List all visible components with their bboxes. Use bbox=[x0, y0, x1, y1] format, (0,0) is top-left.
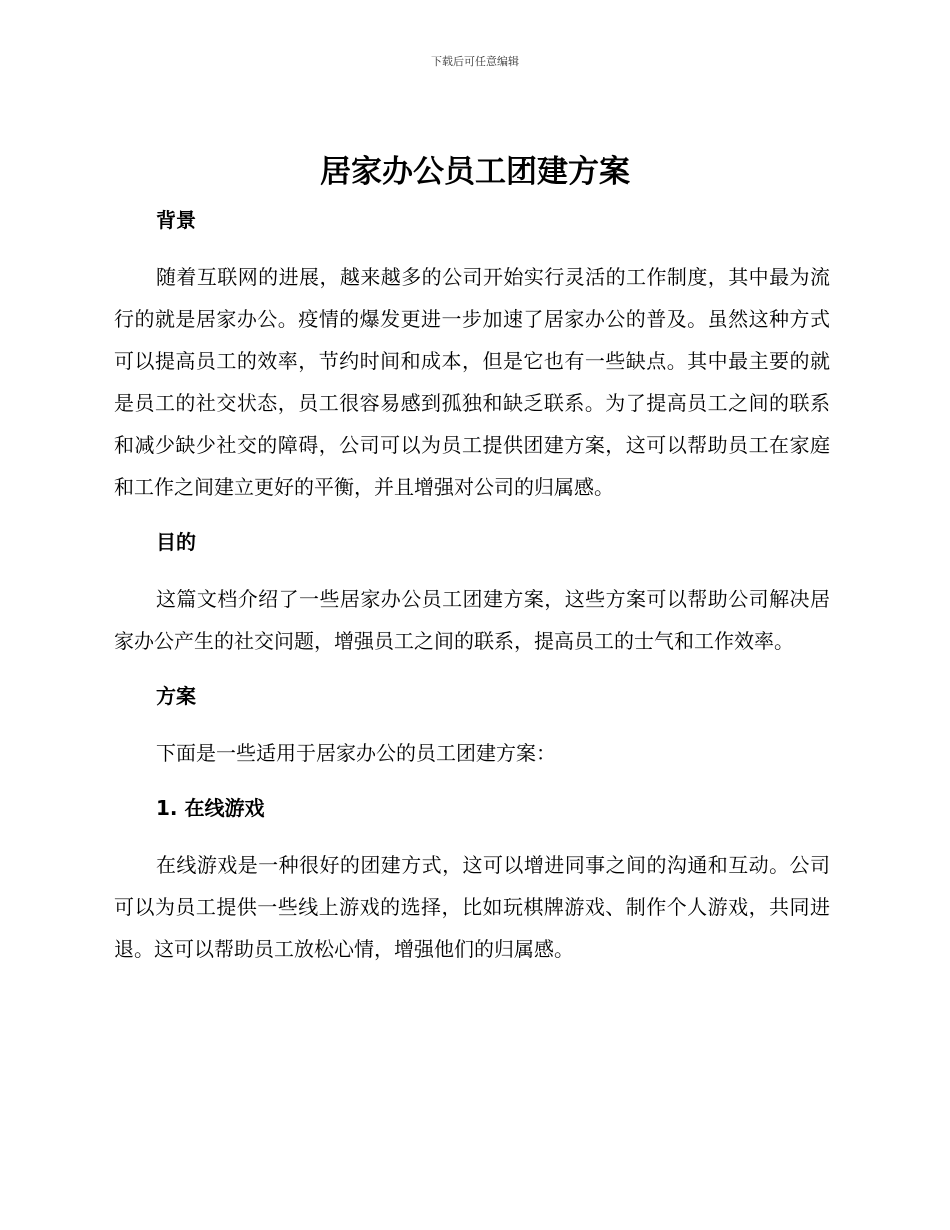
section-heading-online-games: 1. 在线游戏 bbox=[156, 796, 265, 820]
paragraph-plan-intro: 下面是一些适用于居家办公的员工团建方案： bbox=[156, 741, 556, 765]
document-title: 居家办公员工团建方案 bbox=[320, 154, 630, 190]
paragraph-purpose: 这篇文档介绍了一些居家办公员工团建方案，这些方案可以帮助公司解决居家办公产生的社交问题，增强员工之间的联系，提高员工的士气和工作效率。 bbox=[114, 587, 830, 653]
paragraph-online-games: 在线游戏是一种很好的团建方式，这可以增进同事之间的沟通和互动。公司可以为员工提供一些线上游戏的选择，比如玩棋牌游戏、制作个人游戏，共同进退。这可以帮助员工放松心情，增强他们的归属感。 bbox=[114, 853, 830, 961]
section-heading-background: 背景 bbox=[156, 208, 196, 232]
section-heading-purpose: 目的 bbox=[156, 530, 196, 554]
document-body bbox=[114, 202, 830, 970]
paragraph-background: 随着互联网的进展，越来越多的公司开始实行灵活的工作制度，其中最为流行的就是居家办公。疫情的爆发更进一步加速了居家办公的普及。虽然这种方式可以提高员工的效率，节约时间和成本，但是它也有一些缺点。其中最主要的就是员工的社交状态，员工很容易感到孤独和缺乏联系。为了提高员工之间的联系和减少缺少社交的障碍，公司可以为员工提供团建方案，这可以帮助员工在家庭和工作之间建立更好的平衡，并且增强对公司的归属感。 bbox=[114, 265, 830, 499]
section-heading-plan: 方案 bbox=[156, 684, 196, 708]
page-header-note: 下载后可任意编辑 bbox=[431, 55, 519, 68]
